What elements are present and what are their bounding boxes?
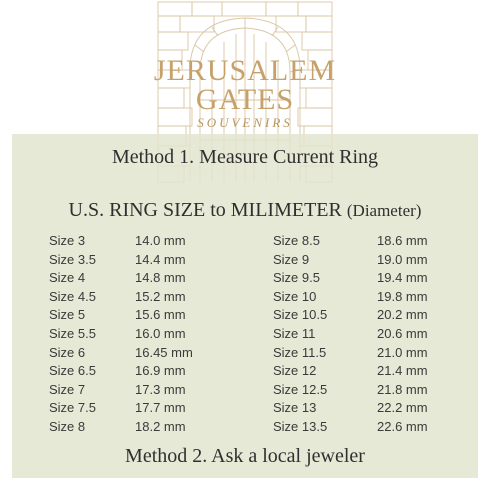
size-label: Size 5 xyxy=(49,307,86,323)
size-label: Size 11.5 xyxy=(273,344,327,360)
size-label: Size 7 xyxy=(49,381,86,397)
size-row xyxy=(49,306,193,325)
size-row xyxy=(49,325,193,344)
size-row xyxy=(49,418,193,437)
size-mm: 16.0 mm xyxy=(135,325,186,341)
logo-title-line1: JERUSALEM xyxy=(153,54,337,87)
size-mm: 14.8 mm xyxy=(135,270,186,286)
size-label: Size 6 xyxy=(49,344,86,360)
size-row xyxy=(273,325,428,344)
size-row xyxy=(273,251,428,270)
size-row xyxy=(273,344,428,363)
size-label: Size 13.5 xyxy=(273,418,328,434)
size-row xyxy=(273,288,428,307)
size-row xyxy=(49,362,193,381)
size-mm: 19.0 mm xyxy=(377,251,428,267)
size-row xyxy=(273,232,428,251)
size-label: Size 12 xyxy=(273,363,317,379)
size-mm: 17.7 mm xyxy=(135,400,186,416)
size-mm: 20.6 mm xyxy=(377,325,428,341)
size-label: Size 11 xyxy=(273,325,316,341)
size-label: Size 10.5 xyxy=(273,307,328,323)
size-row xyxy=(273,399,428,418)
size-row xyxy=(49,269,193,288)
size-label: Size 9.5 xyxy=(273,270,320,286)
size-mm: 22.2 mm xyxy=(377,400,428,416)
size-mm: 18.2 mm xyxy=(135,418,186,434)
size-mm: 21.0 mm xyxy=(377,344,428,360)
size-label: Size 10 xyxy=(273,288,317,304)
size-mm: 14.4 mm xyxy=(135,251,186,267)
size-mm: 18.6 mm xyxy=(377,233,428,248)
size-column-right xyxy=(273,232,428,437)
size-row xyxy=(49,381,193,400)
size-row xyxy=(49,288,193,307)
size-row xyxy=(273,306,428,325)
size-row xyxy=(273,418,428,437)
size-mm: 20.2 mm xyxy=(377,307,428,323)
size-label: Size 6.5 xyxy=(49,363,96,379)
size-mm: 16.45 mm xyxy=(135,344,193,360)
size-mm: 19.4 mm xyxy=(377,270,428,286)
size-row xyxy=(273,381,428,400)
size-column-left xyxy=(49,232,193,437)
size-label: Size 7.5 xyxy=(49,400,96,416)
size-label: Size 9 xyxy=(273,251,310,267)
logo-subtitle: SOUVENIRS xyxy=(197,115,293,130)
size-row xyxy=(49,232,193,251)
size-label: Size 12.5 xyxy=(273,381,328,397)
method-2-heading: Method 2. Ask a local jeweler xyxy=(125,445,365,467)
size-row xyxy=(49,399,193,418)
size-mm: 15.2 mm xyxy=(135,288,186,304)
size-row xyxy=(273,362,428,381)
size-row xyxy=(49,344,193,363)
size-mm: 21.8 mm xyxy=(377,381,428,397)
size-mm: 16.9 mm xyxy=(135,363,186,379)
size-label: Size 4 xyxy=(49,270,86,286)
size-mm: 15.6 mm xyxy=(135,307,186,323)
chart-heading-main: U.S. RING SIZE to MILIMETER xyxy=(68,199,342,221)
logo-title-line2: GATES xyxy=(195,83,295,116)
size-label: Size 4.5 xyxy=(49,288,96,304)
size-mm: 19.8 mm xyxy=(377,288,428,304)
method-1-heading: Method 1. Measure Current Ring xyxy=(111,146,379,168)
size-label: Size 3.5 xyxy=(49,251,96,267)
size-label: Size 8 xyxy=(49,418,86,434)
chart-heading xyxy=(12,199,478,222)
size-label: Size 13 xyxy=(273,400,317,416)
size-mm: 21.4 mm xyxy=(377,363,428,379)
size-label: Size 8.5 xyxy=(273,233,320,248)
size-mm: 14.0 mm xyxy=(135,233,186,248)
size-row xyxy=(273,269,428,288)
size-label: Size 5.5 xyxy=(49,325,96,341)
size-mm: 17.3 mm xyxy=(135,381,186,397)
size-mm: 22.6 mm xyxy=(377,418,428,434)
size-label: Size 3 xyxy=(49,233,86,248)
chart-heading-sub: (Diameter) xyxy=(346,201,422,220)
size-row xyxy=(49,251,193,270)
